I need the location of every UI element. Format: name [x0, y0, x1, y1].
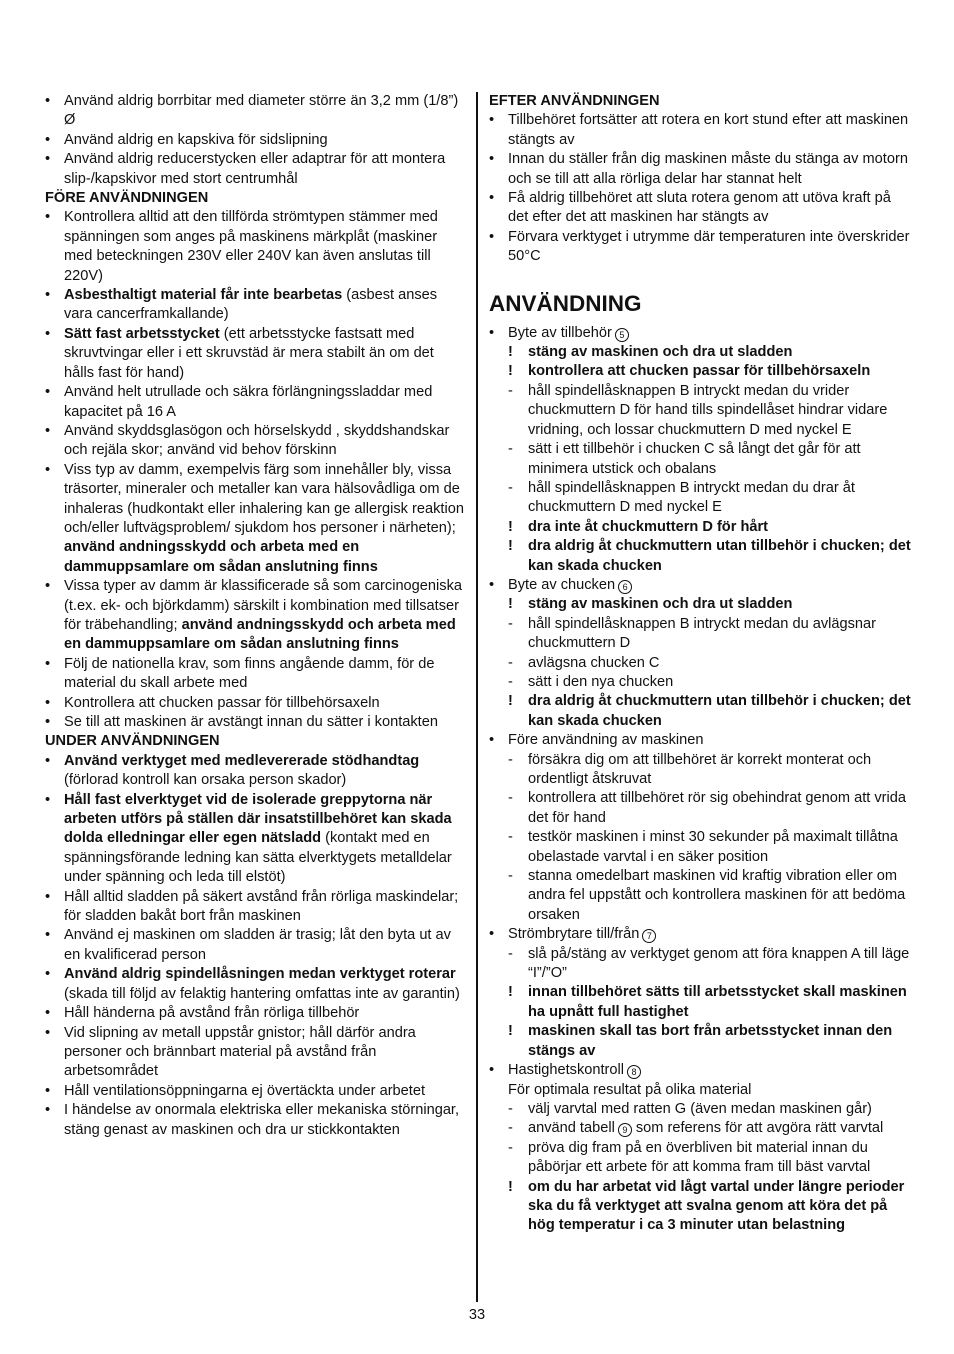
section-heading: FÖRE ANVÄNDNINGEN: [45, 190, 209, 207]
dash-marker: -: [508, 751, 513, 768]
bullet-item: [489, 576, 914, 595]
bullet-marker: •: [489, 576, 495, 593]
item-text: Kontrollera alltid att den tillförda strömtypen stämmer med spänningen som anges på maskinens märkplåt (maskiner med beteckningen 230V eller 240V kan även anslutas till 220V): [64, 209, 438, 284]
step-item: [489, 615, 914, 654]
bullet-marker: •: [45, 287, 51, 304]
bullet-marker: •: [45, 694, 51, 711]
item-text: håll spindellåsknappen B intryckt medan du drar åt chuckmuttern D med nyckel E: [528, 479, 855, 516]
dash-marker: -: [508, 790, 513, 807]
item-text: använd tabell: [528, 1120, 615, 1137]
bold-text: Använd verktyget med medlevererade stödhandtag: [64, 752, 420, 769]
bullet-marker: •: [45, 151, 51, 168]
item-text: sätt i ett tillbehör i chucken C så långt det går för att minimera utstick och obalans: [528, 441, 861, 477]
bullet-item: [45, 965, 465, 1004]
bullet-item: [45, 286, 465, 325]
dash-marker: -: [508, 479, 513, 496]
warning-item: [489, 1178, 914, 1236]
bullet-marker: •: [45, 791, 51, 808]
item-text: Håll händerna på avstånd från rörliga tillbehör: [64, 1005, 360, 1022]
dash-marker: -: [508, 1139, 513, 1156]
bullet-marker: •: [489, 732, 495, 749]
item-text: Få aldrig tillbehöret att sluta rotera genom att utöva kraft på det efter det att maskinen har stängts av: [508, 190, 891, 226]
bullet-item: [489, 228, 914, 267]
step-item: [489, 1100, 914, 1119]
item-text: (asbest anses vara cancerframkallande): [64, 287, 438, 323]
bullet-item: [45, 752, 465, 791]
bullet-marker: •: [489, 324, 495, 341]
step-item: [489, 789, 914, 828]
item-text: stanna omedelbart maskinen vid kraftig vibration eller om andra fel uppstått och kontrollera maskinen för att bedöma orsaken: [528, 868, 906, 923]
step-item: [489, 673, 914, 692]
step-item: [489, 440, 914, 479]
bullet-item: [45, 1024, 465, 1082]
item-text: försäkra dig om att tillbehöret är korrekt monterat och ordentligt åtskruvat: [528, 751, 872, 787]
bullet-item: [45, 131, 465, 150]
item-text: Byte av chucken: [508, 576, 616, 593]
bullet-item: [45, 325, 465, 383]
bullet-marker: •: [489, 228, 495, 245]
bullet-item: [45, 1101, 465, 1140]
bold-text: använd andningsskydd och arbeta med en dammuppsamlare om sådan anslutning finns: [64, 616, 456, 653]
item-text: Vissa typer av damm är klassificerade så som carcinogeniska (t.ex. ek- och björkdamm) särskilt i kombination med tillsatser för träbehandling;: [64, 578, 462, 633]
item-text: Tillbehöret fortsätter att rotera en kort stund efter att maskinen stängts av: [508, 112, 909, 148]
item-text: Byte av tillbehör: [508, 324, 612, 341]
item-text: om du har arbetat vid lågt vartal under längre perioder ska du få verktyget att svalna genom att köra det på hög temperatur i ca 3 minuter utan belastning: [528, 1178, 905, 1234]
warning-marker: !: [508, 518, 513, 535]
dash-marker: -: [508, 615, 513, 632]
dash-marker: -: [508, 1120, 513, 1137]
dash-marker: -: [508, 829, 513, 846]
bullet-item: [489, 189, 914, 228]
step-item: [489, 828, 914, 867]
bold-text: använd andningsskydd och arbeta med en dammuppsamlare om sådan anslutning finns: [64, 539, 378, 575]
bold-text: Använd aldrig spindellåsningen medan verktyget roterar: [64, 966, 456, 983]
bullet-marker: •: [489, 926, 495, 943]
item-text: För optimala resultat på olika material: [508, 1081, 752, 1098]
item-text: stäng av maskinen och dra ut sladden: [528, 596, 793, 613]
bullet-marker: •: [45, 1005, 51, 1022]
warning-item: [489, 518, 914, 537]
item-text: Innan du ställer från dig maskinen måste du stänga av motorn och se till att alla rörliga delar har stannat helt: [508, 151, 908, 187]
bullet-marker: •: [45, 578, 51, 595]
item-text: Använd helt utrullade och säkra förlängningssladdar med kapacitet på 16 A: [64, 384, 433, 420]
item-text: (ett arbetsstycke fastsatt med skruvtvingar eller i ett skruvstäd är mera stabilt än om det hålls fast för hand): [64, 325, 434, 381]
bullet-marker: •: [45, 131, 51, 148]
warning-item: [489, 595, 914, 614]
item-text: dra aldrig åt chuckmuttern utan tillbehör i chucken; det kan skada chucken: [528, 538, 911, 574]
bullet-item: [489, 925, 914, 944]
item-text: avlägsna chucken C: [528, 654, 660, 671]
item-text: välj varvtal med ratten G (även medan maskinen går): [528, 1100, 872, 1117]
item-text: stäng av maskinen och dra ut sladden: [528, 344, 793, 361]
bullet-marker: •: [45, 384, 51, 401]
dash-marker: -: [508, 382, 513, 399]
item-text: (kontakt med en spänningsförande ledning kan sätta elverktygets metalldelar under spänning och leda till elstöt): [64, 830, 452, 886]
item-text: slå på/stäng av verktyget genom att föra knappen A till läge “I”/”O”: [528, 945, 910, 982]
column-divider: [476, 92, 478, 1302]
item-text: Följ de nationella krav, som finns angående damm, för de material du skall arbete med: [64, 655, 435, 692]
warning-item: [489, 1022, 914, 1061]
bullet-marker: •: [45, 888, 51, 905]
warning-item: [489, 692, 914, 731]
bullet-marker: •: [489, 112, 495, 129]
warning-item: [489, 983, 914, 1022]
bullet-item: [45, 791, 465, 888]
bullet-item: [45, 694, 465, 713]
step-item: [489, 1119, 914, 1138]
warning-item: [489, 537, 914, 576]
item-text: Använd aldrig en kapskiva för sidslipning: [64, 131, 328, 148]
warning-item: [489, 343, 914, 362]
bold-text: Håll fast elverktyget vid de isolerade greppytorna när arbeten utförs på ställen där insatstillbehöret kan skada dolda elledningar eller egen nätsladd: [64, 791, 452, 847]
bullet-item: [45, 1004, 465, 1023]
step-item: [489, 945, 914, 984]
item-text: Före användning av maskinen: [508, 732, 704, 749]
item-text: dra aldrig åt chuckmuttern utan tillbehör i chucken; det kan skada chucken: [528, 693, 911, 729]
bullet-item: [45, 713, 465, 732]
item-text: Använd ej maskinen om sladden är trasig; låt den byta ut av en kvalificerad person: [64, 927, 451, 963]
dash-marker: -: [508, 441, 513, 458]
bullet-item: [45, 208, 465, 286]
bullet-item: [45, 422, 465, 461]
bullet-marker: •: [45, 1024, 51, 1041]
item-text: (skada till följd av felaktig hantering omfattas inte av garantin): [64, 985, 460, 1002]
item-text: maskinen skall tas bort från arbetsstycket innan den stängs av: [528, 1023, 893, 1059]
bullet-item: [489, 111, 914, 150]
dash-marker: -: [508, 945, 513, 962]
bullet-marker: •: [45, 461, 51, 478]
bullet-item: [45, 926, 465, 965]
item-text: Vid slipning av metall uppstår gnistor; håll därför andra personer och brännbart material på avstånd från arbetsområdet: [64, 1024, 416, 1080]
bullet-marker: •: [489, 151, 495, 168]
bullet-item: [45, 150, 465, 189]
bullet-marker: •: [45, 752, 51, 769]
step-item: [489, 1139, 914, 1178]
bullet-item: [45, 92, 465, 131]
bullet-marker: •: [45, 655, 51, 672]
page-number: 33: [468, 1307, 486, 1323]
step-item: [489, 479, 914, 518]
bold-text: Sätt fast arbetsstycket: [64, 325, 220, 342]
figure-reference-icon: 7: [642, 929, 656, 943]
item-text: Strömbrytare till/från: [508, 926, 640, 943]
item-text: Kontrollera att chucken passar för tillbehörsaxeln: [64, 694, 380, 711]
dash-marker: -: [508, 868, 513, 885]
item-text: Håll alltid sladden på säkert avstånd från rörliga maskindelar; för sladden bakåt bort från maskinen: [64, 888, 459, 925]
warning-item: [489, 362, 914, 381]
right-column: [489, 92, 914, 1236]
bullet-marker: •: [45, 325, 51, 342]
item-text: testkör maskinen i minst 30 sekunder på maximalt tillåtna obelastade varvtal i en säker position: [528, 829, 898, 865]
bullet-marker: •: [45, 209, 51, 226]
item-text: sätt i den nya chucken: [528, 673, 674, 690]
item-text: innan tillbehöret sätts till arbetsstycket skall maskinen ha upnått full hastighet: [528, 984, 907, 1020]
figure-reference-icon: 9: [618, 1123, 632, 1137]
dash-marker: -: [508, 1100, 513, 1117]
bullet-marker: •: [45, 93, 51, 109]
bullet-item: [45, 655, 465, 694]
figure-reference-icon: 8: [627, 1065, 641, 1079]
section-heading: EFTER ANVÄNDNINGEN: [489, 93, 660, 109]
text-line: [489, 1081, 914, 1100]
bullet-marker: •: [489, 190, 495, 207]
bullet-item: [45, 461, 465, 577]
bullet-marker: •: [45, 422, 51, 439]
section-title: ANVÄNDNING: [489, 290, 642, 316]
left-column: [45, 92, 465, 1140]
warning-marker: !: [508, 596, 513, 613]
warning-marker: !: [508, 538, 513, 555]
warning-marker: !: [508, 1023, 513, 1040]
step-item: [489, 654, 914, 673]
bullet-item: [45, 888, 465, 927]
warning-marker: !: [508, 984, 513, 1001]
item-text: Förvara verktyget i utrymme där temperaturen inte överskrider 50°C: [508, 228, 910, 265]
bullet-marker: •: [489, 1062, 495, 1079]
bold-text: Asbesthaltigt material får inte bearbetas: [64, 287, 343, 304]
bullet-marker: •: [45, 1102, 51, 1119]
figure-reference-icon: 6: [618, 580, 632, 594]
bullet-marker: •: [45, 927, 51, 944]
bullet-item: [489, 150, 914, 189]
bullet-item: [489, 731, 914, 750]
section-heading: UNDER ANVÄNDNINGEN: [45, 733, 220, 750]
step-item: [489, 867, 914, 925]
item-text: som referens för att avgöra rätt varvtal: [631, 1120, 884, 1137]
item-text: Hastighetskontroll: [508, 1062, 624, 1079]
item-text: dra inte åt chuckmuttern D för hårt: [528, 518, 769, 535]
item-text: Använd aldrig reducerstycken eller adaptrar för att montera slip-/kapskivor med stort centrumhål: [64, 151, 446, 187]
warning-marker: !: [508, 344, 513, 361]
bullet-marker: •: [45, 714, 51, 730]
warning-marker: !: [508, 1178, 513, 1195]
step-item: [489, 382, 914, 440]
item-text: pröva dig fram på en överbliven bit material innan du påbörjar ett arbete för att komma fram till bäst varvtal: [528, 1139, 871, 1176]
dash-marker: -: [508, 673, 513, 690]
bullet-item: [45, 1082, 465, 1101]
bullet-marker: •: [45, 1082, 51, 1099]
bullet-marker: •: [45, 966, 51, 983]
bullet-item: [45, 383, 465, 422]
item-text: Använd skyddsglasögon och hörselskydd , skyddshandskar och rejäla skor; använd vid behov förskinn: [64, 422, 450, 459]
bullet-item: [489, 324, 914, 343]
item-text: Håll ventilationsöppningarna ej övertäckta under arbetet: [64, 1082, 426, 1099]
step-item: [489, 751, 914, 790]
dash-marker: -: [508, 654, 513, 671]
item-text: kontrollera att chucken passar för tillbehörsaxeln: [528, 363, 871, 380]
bullet-item: [489, 1061, 914, 1080]
item-text: Se till att maskinen är avstängt innan du sätter i kontakten: [64, 714, 438, 730]
item-text: Använd aldrig borrbitar med diameter större än 3,2 mm (1/8”) Ø: [64, 93, 459, 129]
warning-marker: !: [508, 363, 513, 380]
item-text: kontrollera att tillbehöret rör sig obehindrat genom att vrida det för hand: [528, 790, 907, 826]
bullet-item: [45, 577, 465, 655]
item-text: I händelse av onormala elektriska eller mekaniska störningar, stäng genast av maskinen och dra ur stickkontakten: [64, 1102, 460, 1138]
item-text: Viss typ av damm, exempelvis färg som innehåller bly, vissa träsorter, mineraler och metaller kan vara hälsovådliga om de inhaleras (hudkontakt eller inhalering kan ge allergisk reaktion och/eller luftvägsproblem/ sjukdom hos personer i närheten);: [64, 461, 464, 536]
item-text: håll spindellåsknappen B intryckt medan du vrider chuckmuttern D för hand tills spindellåset hindrar vidare vridning, och lossar chuckmuttern D med nyckel E: [528, 382, 888, 438]
item-text: håll spindellåsknappen B intryckt medan du avlägsnar chuckmuttern D: [528, 615, 877, 652]
item-text: (förlorad kontroll kan orsaka person skador): [64, 772, 347, 789]
figure-reference-icon: 5: [615, 328, 629, 342]
warning-marker: !: [508, 693, 513, 710]
